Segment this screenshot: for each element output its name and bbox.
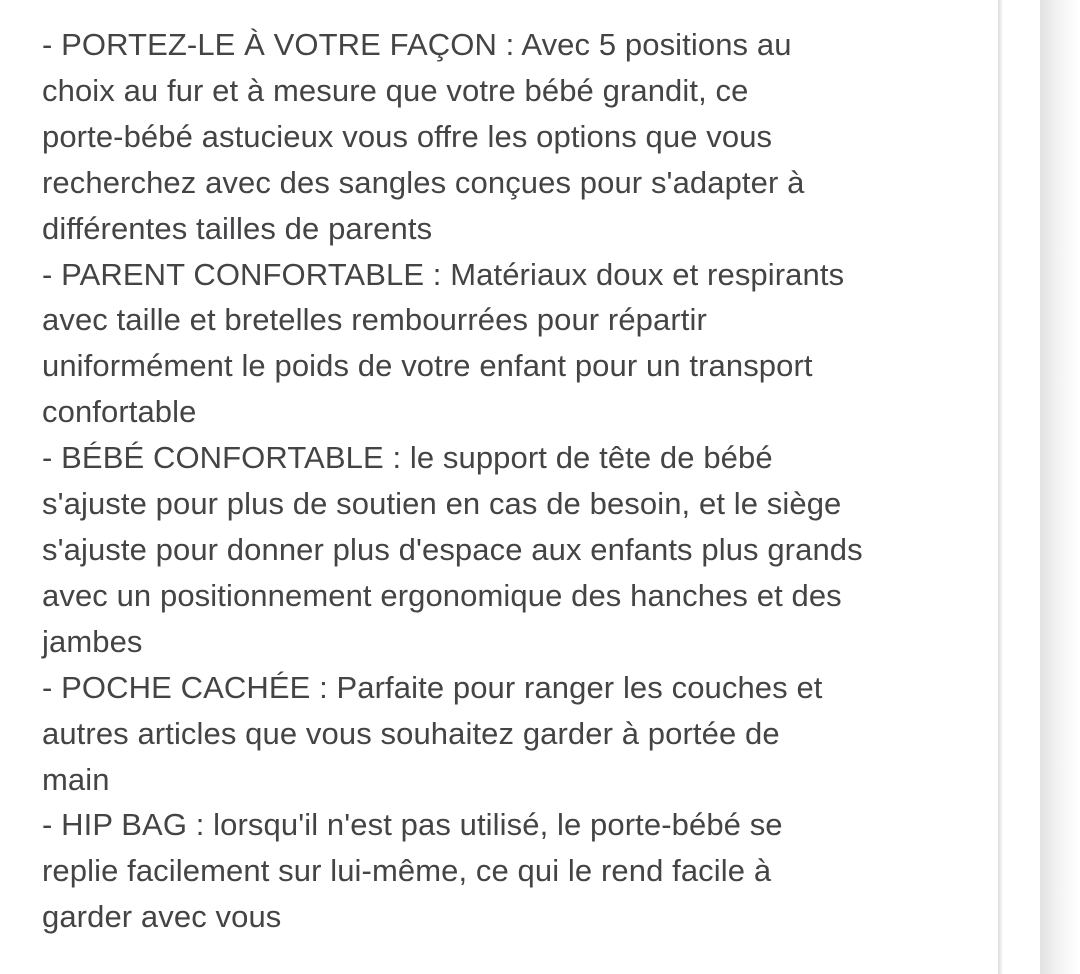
adjacent-panel-edge <box>1040 0 1080 974</box>
bullet-line: main <box>42 761 110 797</box>
bullet-line: replie facilement sur lui-même, ce qui le rend facile à <box>42 853 772 889</box>
bullet-parent-confortable <box>42 252 972 436</box>
bullet-poche-cachee <box>42 665 972 803</box>
bullet-line: - PORTEZ-LE À VOTRE FAÇON : Avec 5 positions au <box>42 27 792 62</box>
bullet-line: autres articles que vous souhaitez garder à portée de <box>42 715 780 751</box>
bullet-bebe-confortable <box>42 435 972 665</box>
gutter <box>1003 0 1040 974</box>
bullet-line: avec taille et bretelles rembourrées pour répartir <box>42 302 707 338</box>
bullet-line: différentes tailles de parents <box>42 210 433 246</box>
bullet-line: s'ajuste pour plus de soutien en cas de besoin, et le siège <box>42 486 842 522</box>
bullet-line: garder avec vous <box>42 899 282 935</box>
bullet-line: uniformément le poids de votre enfant pour un transport <box>42 348 813 384</box>
bullet-line: s'ajuste pour donner plus d'espace aux enfants plus grands <box>42 531 863 567</box>
bullet-line: choix au fur et à mesure que votre bébé grandit, ce <box>42 72 749 108</box>
bullet-line: avec un positionnement ergonomique des hanches et des <box>42 577 842 613</box>
bullet-portez-le <box>42 22 972 252</box>
product-description-text <box>42 22 972 940</box>
bullet-line: - POCHE CACHÉE : Parfaite pour ranger les couches et <box>42 669 823 705</box>
bullet-hip-bag <box>42 802 972 940</box>
bullet-line: porte-bébé astucieux vous offre les options que vous <box>42 118 773 154</box>
bullet-line: confortable <box>42 394 197 430</box>
bullet-line: recherchez avec des sangles conçues pour s'adapter à <box>42 164 805 200</box>
bullet-line: - PARENT CONFORTABLE : Matériaux doux et respirants <box>42 256 845 292</box>
bullet-line: - BÉBÉ CONFORTABLE : le support de tête de bébé <box>42 440 773 476</box>
bullet-line: - HIP BAG : lorsqu'il n'est pas utilisé, le porte-bébé se <box>42 807 783 843</box>
bullet-line: jambes <box>42 623 143 659</box>
